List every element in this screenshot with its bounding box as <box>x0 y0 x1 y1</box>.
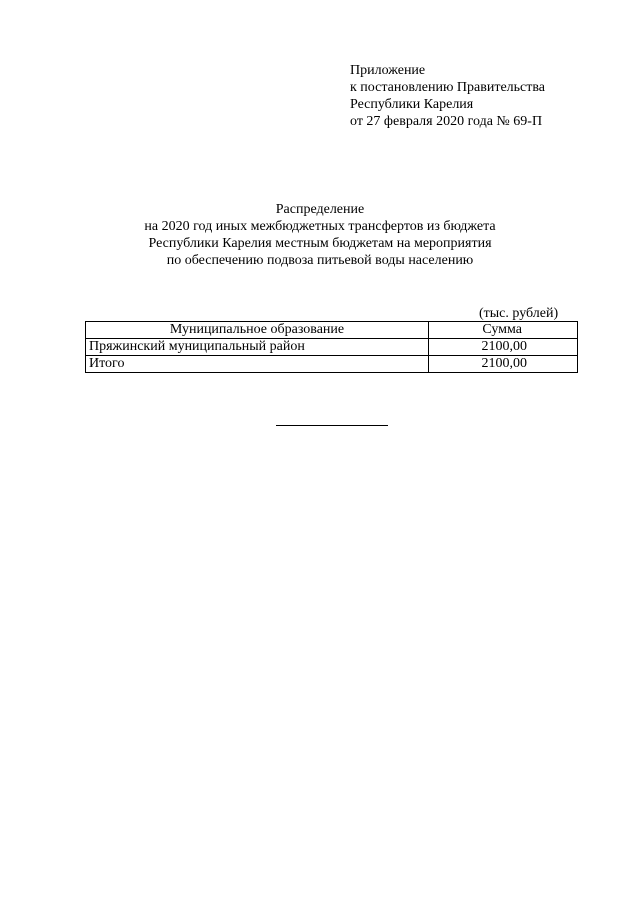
document-title <box>0 201 640 269</box>
units-note: (тыс. рублей) <box>479 306 559 321</box>
title-line: по обеспечению подвоза питьевой воды населению <box>166 253 474 268</box>
title-line: на 2020 год иных межбюджетных трансфертов из бюджета <box>144 219 496 234</box>
title-line: Республики Карелия местным бюджетам на мероприятия <box>148 236 492 251</box>
appendix-block <box>350 62 545 130</box>
appendix-line: от 27 февраля 2020 года № 69-П <box>350 114 543 129</box>
appendix-line: Приложение <box>350 63 426 78</box>
title-line: Распределение <box>275 202 365 217</box>
table-row-total <box>86 356 578 373</box>
end-divider <box>276 425 388 426</box>
distribution-table <box>85 321 578 373</box>
header-municipality: Муниципальное образование <box>86 322 429 339</box>
table-header-row <box>86 322 578 339</box>
header-sum: Сумма <box>429 322 578 339</box>
appendix-line: Республики Карелия <box>350 97 474 112</box>
cell-total-label: Итого <box>86 356 429 373</box>
table-row <box>86 339 578 356</box>
appendix-line: к постановлению Правительства <box>350 80 546 95</box>
cell-municipality: Пряжинский муниципальный район <box>86 339 429 356</box>
cell-sum: 2100,00 <box>429 339 578 356</box>
cell-total-sum: 2100,00 <box>429 356 578 373</box>
